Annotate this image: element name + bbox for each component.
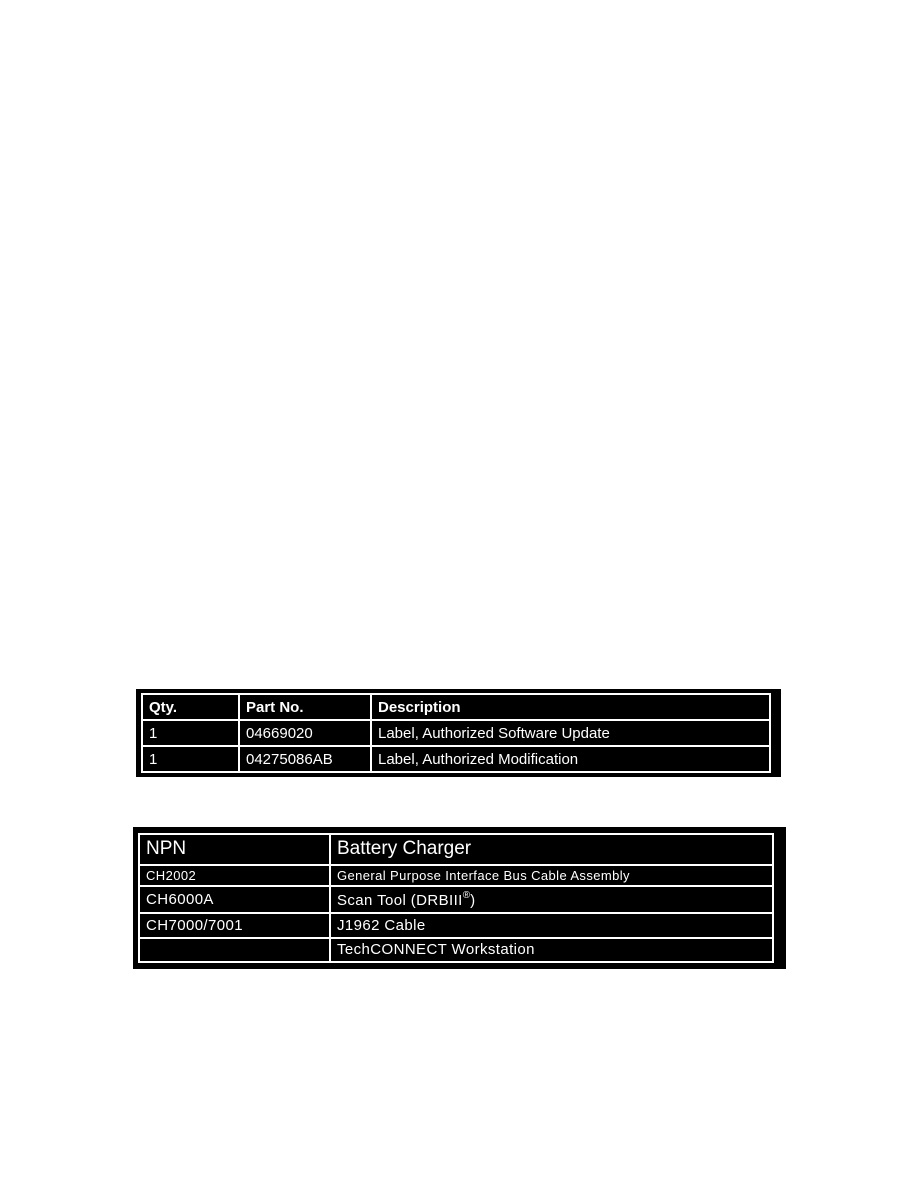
- table-row: [139, 886, 773, 913]
- tools-table: [133, 827, 786, 969]
- description-cell: Label, Authorized Software Update: [371, 720, 770, 746]
- npn-cell: [139, 938, 330, 962]
- npn-cell: CH6000A: [139, 886, 330, 913]
- part-no-cell: 04669020: [239, 720, 371, 746]
- npn-cell: CH2002: [139, 865, 330, 887]
- npn-cell: CH7000/7001: [139, 913, 330, 937]
- tool-name-cell: [330, 886, 773, 913]
- tool-name-suffix: ): [470, 892, 476, 910]
- qty-cell: 1: [142, 746, 239, 772]
- table-row: [139, 938, 773, 962]
- registered-mark: ®: [462, 890, 471, 902]
- tool-name-cell: J1962 Cable: [330, 913, 773, 937]
- tools-table-grid: [138, 833, 774, 963]
- table-row: [139, 865, 773, 887]
- qty-cell: 1: [142, 720, 239, 746]
- description-cell: Label, Authorized Modification: [371, 746, 770, 772]
- npn-column-header: NPN: [139, 834, 330, 865]
- tool-name-cell: General Purpose Interface Bus Cable Assembly: [330, 865, 773, 887]
- table-header-row: [142, 694, 770, 720]
- table-header-row: [139, 834, 773, 865]
- qty-column-header: Qty.: [142, 694, 239, 720]
- parts-table: [136, 689, 781, 777]
- part-no-column-header: Part No.: [239, 694, 371, 720]
- table-row: [142, 720, 770, 746]
- parts-table-grid: [141, 693, 771, 773]
- table-row: [139, 913, 773, 937]
- description-column-header: Description: [371, 694, 770, 720]
- table-row: [142, 746, 770, 772]
- tool-name-cell: TechCONNECT Workstation: [330, 938, 773, 962]
- part-no-cell: 04275086AB: [239, 746, 371, 772]
- tool-name-column-header: Battery Charger: [330, 834, 773, 865]
- tool-name-text: Scan Tool (DRBIII: [337, 892, 463, 910]
